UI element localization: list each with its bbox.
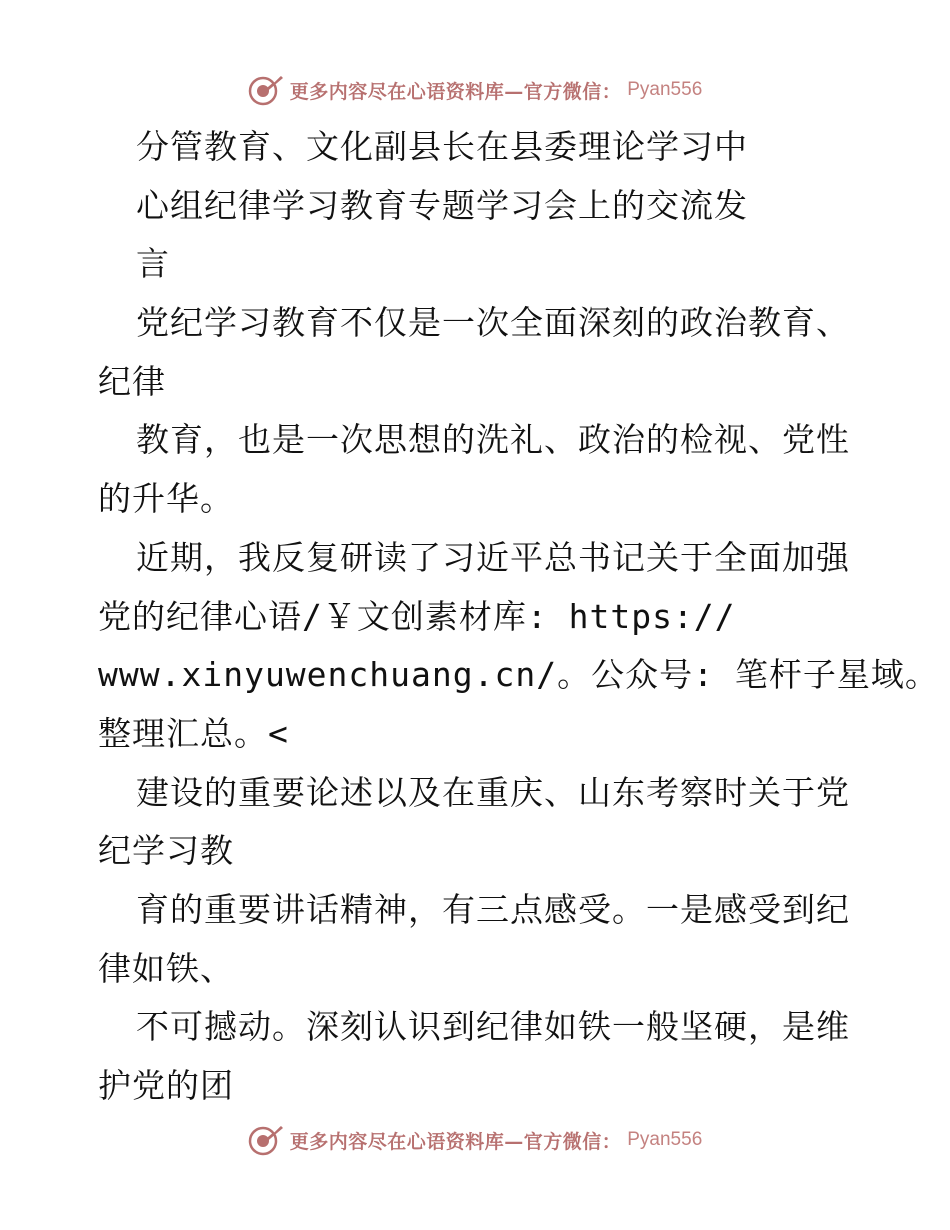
banner-wechat-id: Pyan556 — [627, 1129, 703, 1150]
text-line: 育的重要讲话精神，有三点感受。一是感受到纪 — [136, 889, 850, 929]
text-line: 近期，我反复研读了习近平总书记关于全面加强 — [136, 537, 850, 577]
text-line: 纪学习教 — [98, 831, 234, 871]
text-line: 不可撼动。深刻认识到纪律如铁一般坚硬，是维 — [136, 1007, 850, 1047]
pen-logo-icon — [248, 1123, 284, 1157]
text-line: 党的纪律心语/￥文创素材库: https:// — [98, 596, 736, 636]
text-line: 党纪学习教育不仅是一次全面深刻的政治教育、 — [136, 303, 850, 343]
text-line: 言 — [136, 244, 170, 284]
text-line: 建设的重要论述以及在重庆、山东考察时关于党 — [136, 772, 850, 812]
text-line: www.xinyuwenchuang.cn/。公众号: 笔杆子星域。 — [98, 655, 939, 695]
text-line: 整理汇总。< — [98, 713, 289, 753]
text-line: 心组纪律学习教育专题学习会上的交流发 — [136, 185, 748, 225]
banner-title: 更多内容尽在心语资料库—官方微信： — [289, 80, 622, 103]
text-line: 律如铁、 — [98, 948, 234, 988]
banner-title: 更多内容尽在心语资料库—官方微信： — [289, 1130, 622, 1153]
text-line: 的升华。 — [98, 479, 234, 519]
text-line: 教育，也是一次思想的洗礼、政治的检视、党性 — [136, 420, 850, 460]
document-body — [98, 118, 939, 1116]
banner-wechat-id: Pyan556 — [627, 79, 703, 100]
text-line: 护党的团 — [98, 1066, 234, 1105]
header-banner — [0, 72, 950, 108]
text-line: 纪律 — [98, 361, 166, 401]
footer-banner — [0, 1122, 950, 1158]
text-line: 分管教育、文化副县长在县委理论学习中 — [136, 127, 748, 166]
pen-logo-icon — [248, 73, 284, 107]
